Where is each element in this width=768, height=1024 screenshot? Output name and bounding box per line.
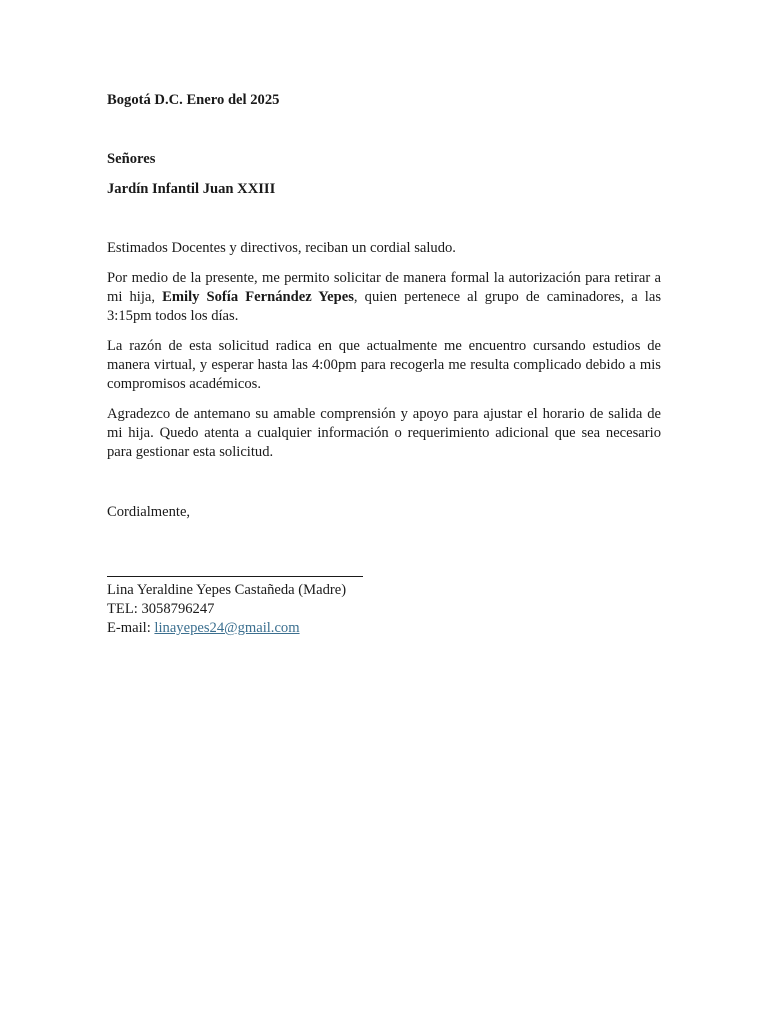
closing: Cordialmente, (107, 504, 191, 520)
email-link[interactable]: linayepes24@gmail.com (154, 620, 300, 636)
child-name: Emily Sofía Fernández Yepes (162, 289, 354, 305)
email-label: E-mail: (107, 620, 155, 636)
greeting: Estimados Docentes y directivos, reciban un cordial saludo. (107, 240, 456, 256)
signature-email (107, 619, 661, 638)
salutation: Señores (107, 151, 156, 167)
paragraph-reason: La razón de esta solicitud radica en que actualmente me encuentro cursando estudios de manera virtual, y esperar hasta las 4:00pm para recogerla me resulta complicado debido a mis compromisos académicos. (107, 338, 661, 392)
signature-name: Lina Yeraldine Yepes Castañeda (Madre) (107, 582, 347, 598)
tel-value: 3058796247 (141, 601, 215, 617)
signature-line (107, 576, 363, 577)
tel-label: TEL: (107, 601, 142, 617)
paragraph-request-after: , quien pertenece al grupo de caminadores, a las 3:15pm todos los días. (107, 289, 661, 324)
recipient: Jardín Infantil Juan XXIII (107, 181, 276, 197)
signature-tel (107, 600, 661, 619)
paragraph-request (107, 269, 661, 326)
paragraph-thanks: Agradezco de antemano su amable comprensión y apoyo para ajustar el horario de salida de mi hija. Quedo atenta a cualquier información o requerimiento adicional que sea necesario para gestionar esta solicitud. (107, 406, 661, 460)
date-line: Bogotá D.C. Enero del 2025 (107, 92, 280, 108)
paragraph-request-before: Por medio de la presente, me permito solicitar de manera formal la autorización para retirar a mi hija, (107, 270, 661, 305)
